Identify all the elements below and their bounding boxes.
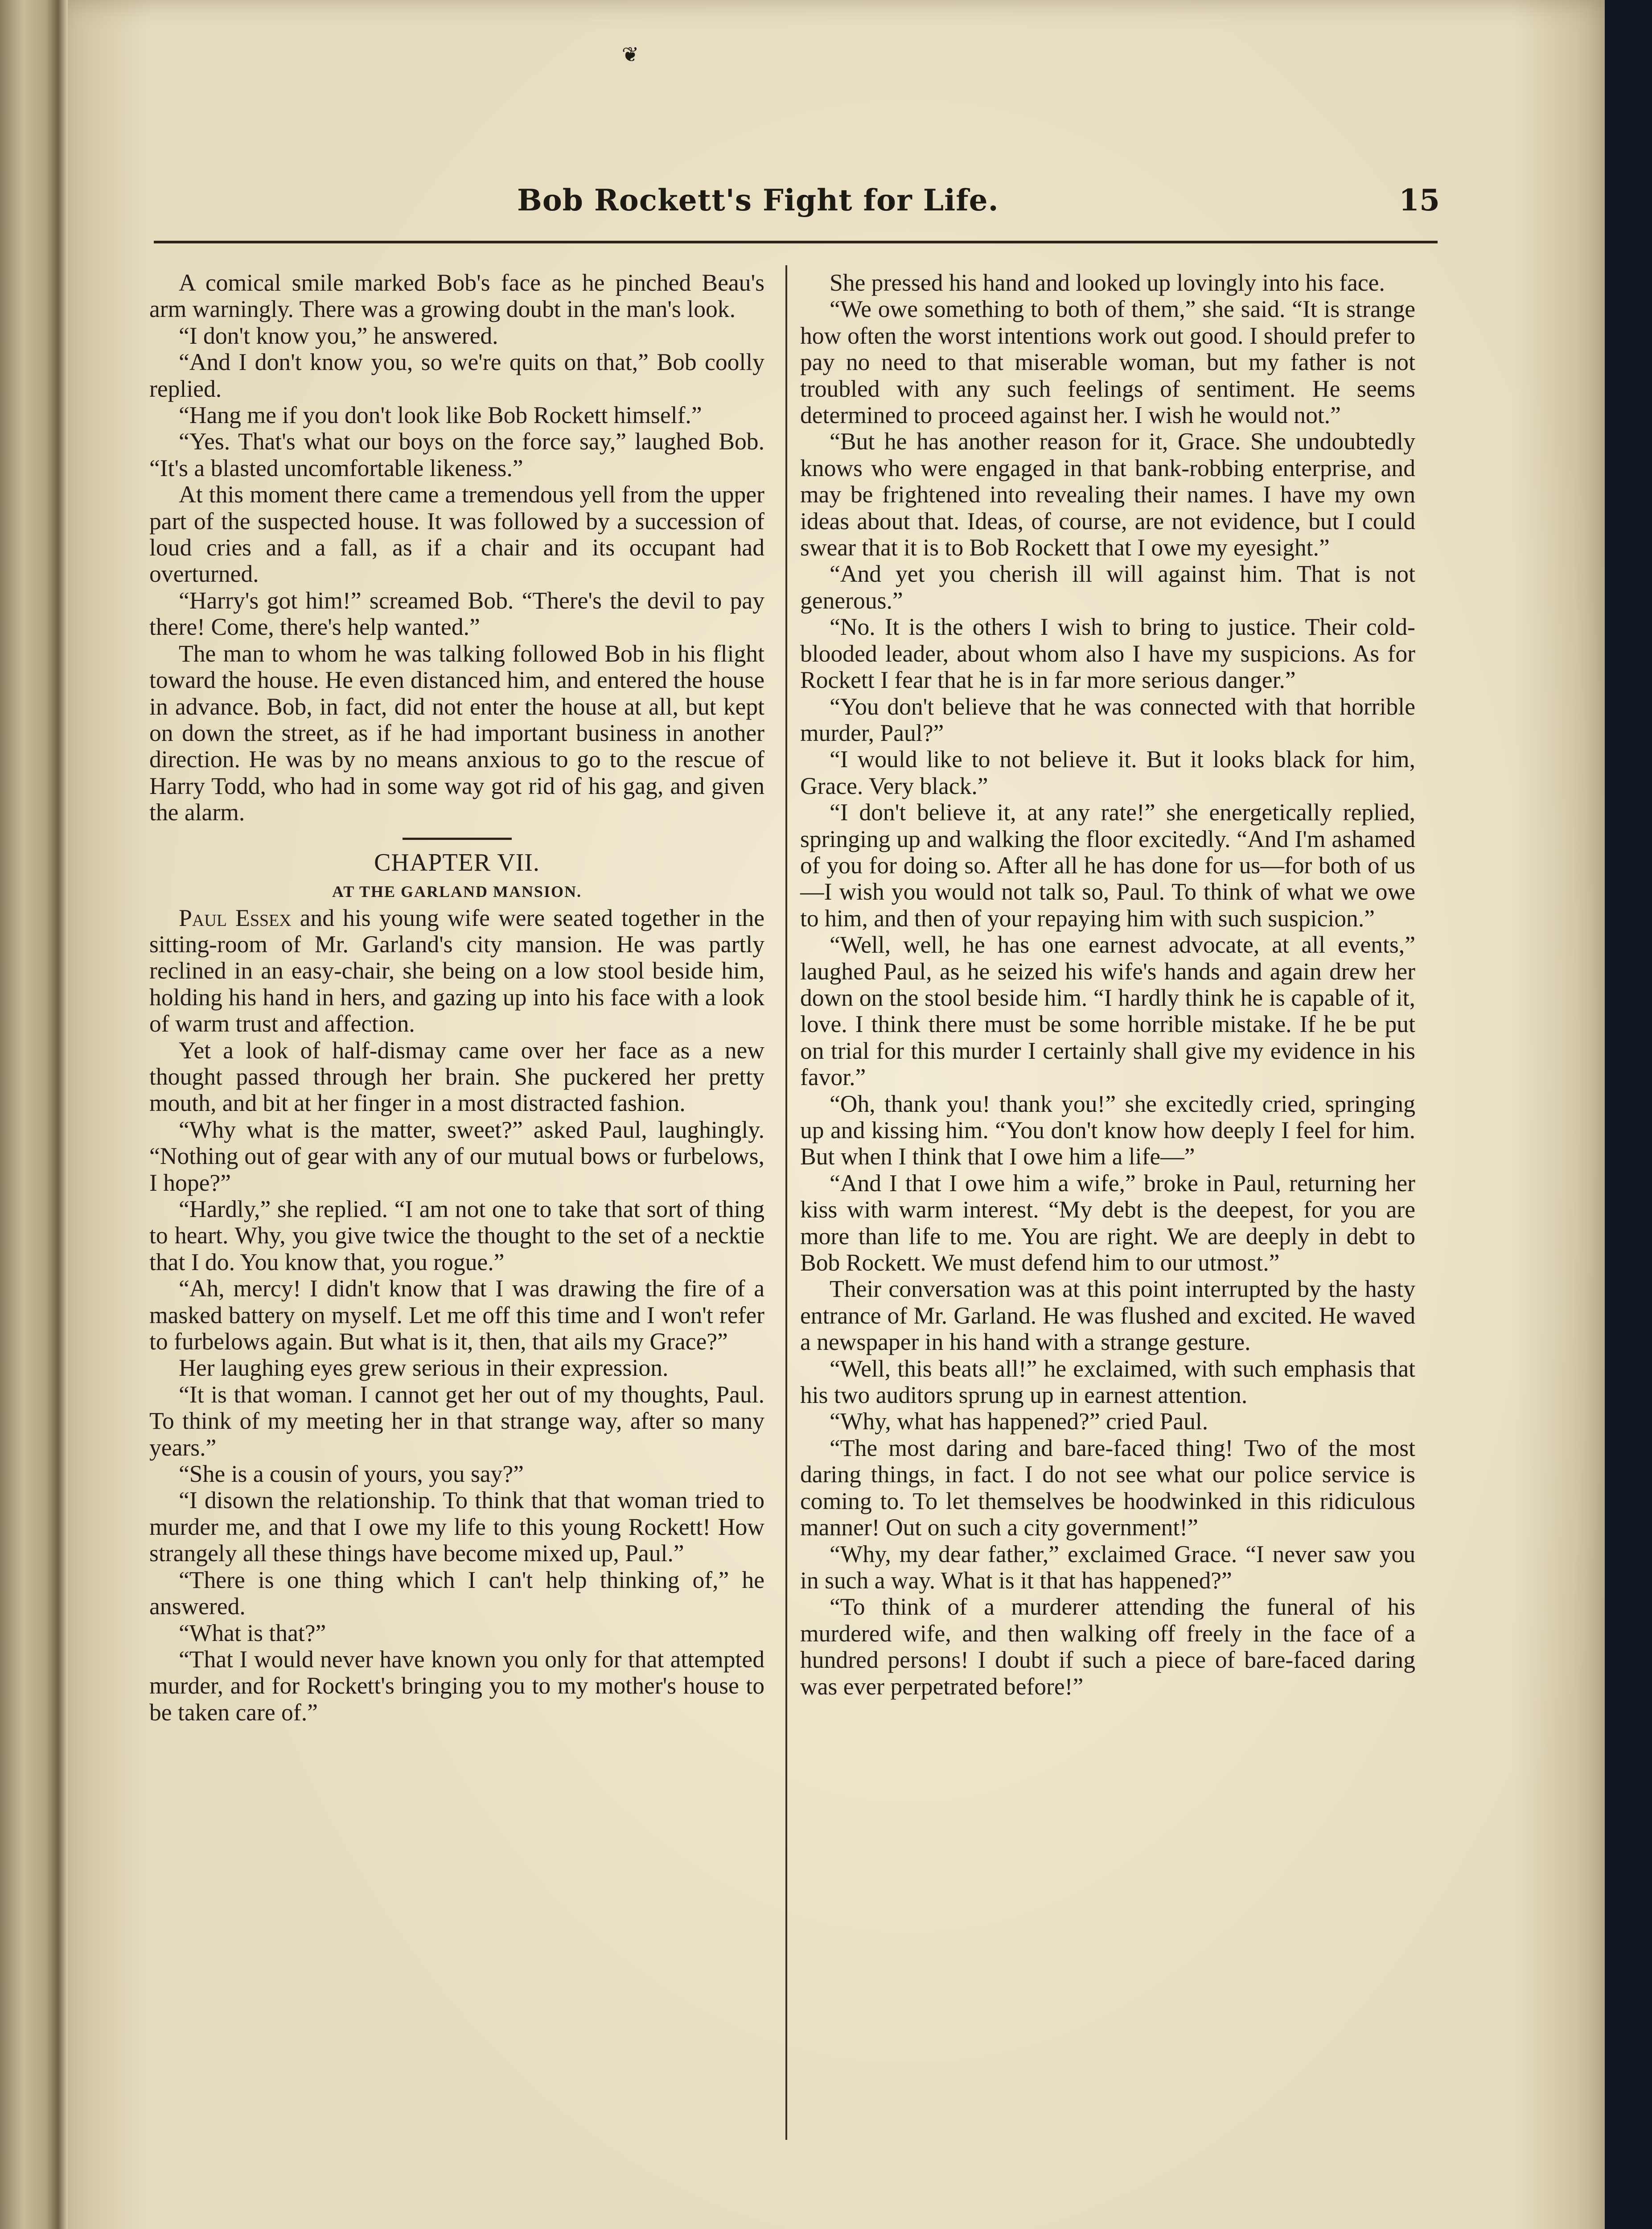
- paragraph: “You don't believe that he was connected with that horrible murder, Paul?”: [800, 693, 1415, 746]
- top-ornament: ❦: [621, 42, 639, 66]
- paragraph: “The most daring and bare-faced thing! Two of the most daring things, in fact. I do not see what our police service is coming to. To let themselves be hoodwinked in this ridiculous manner! Out on such a city government!”: [800, 1434, 1415, 1541]
- paragraph: “Why, my dear father,” exclaimed Grace. “I never saw you in such a way. What is it that has happened?”: [800, 1540, 1415, 1594]
- column-rule: [785, 265, 787, 2140]
- paragraph: “To think of a murderer attending the funeral of his murdered wife, and then walking off freely in the face of a hundred persons! I doubt if such a piece of bare-faced daring was ever perpetrated before!”: [800, 1593, 1415, 1700]
- paragraph: A comical smile marked Bob's face as he pinched Beau's arm warningly. There was a growing doubt in the man's look.: [149, 269, 764, 323]
- paragraph: “Why, what has happened?” cried Paul.: [830, 1408, 1208, 1435]
- paragraph: “Yes. That's what our boys on the force say,” laughed Bob. “It's a blasted uncomfortable likeness.”: [149, 428, 764, 481]
- running-title: Bob Rockett's Fight for Life.: [517, 183, 999, 218]
- paragraph: “Hardly,” she replied. “I am not one to take that sort of thing to heart. Why, you give twice the thought to the set of a necktie that I do. You know that, you rogue.”: [149, 1196, 764, 1275]
- paragraph: “I don't believe it, at any rate!” she energetically replied, springing up and walking the floor excitedly. “And I'm ashamed of you for doing so. After all he has done for us—for both of us—I wish you would not talk so, Paul. To think of what we owe to him, and then of your repaying him with such suspicion.”: [800, 799, 1415, 932]
- chapter-subtitle: AT THE GARLAND MANSION.: [332, 882, 582, 901]
- paragraph: At this moment there came a tremendous yell from the upper part of the suspected house. It was followed by a succession of loud cries and a fall, as if a chair and its occupant had overturned.: [149, 481, 764, 588]
- paragraph: “And I don't know you, so we're quits on that,” Bob coolly replied.: [149, 349, 764, 402]
- paragraph: “No. It is the others I wish to bring to justice. Their cold-blooded leader, about whom also I have my suspicions. As for Rockett I fear that he is in far more serious danger.”: [800, 613, 1415, 694]
- paragraph: “And I that I owe him a wife,” broke in Paul, returning her kiss with warm interest. “My debt is the deepest, for you are more than life to me. You are right. We are deeply in debt to Bob Rockett. We must defend him to our utmost.”: [800, 1169, 1415, 1276]
- left-column: [149, 270, 764, 1726]
- chapter-title: CHAPTER VII.: [374, 848, 540, 876]
- paragraph: “Well, this beats all!” he exclaimed, with such emphasis that his two auditors sprung up in earnest attention.: [800, 1355, 1415, 1409]
- chapter-rule: [403, 838, 512, 840]
- paragraph: She pressed his hand and looked up lovingly into his face.: [830, 269, 1385, 296]
- paragraph: “Ah, mercy! I didn't know that I was drawing the fire of a masked battery on myself. Let me off this time and I won't refer to furbelows again. But what is it, then, that ails my Grace?”: [149, 1275, 764, 1355]
- paragraph: “Why what is the matter, sweet?” asked Paul, laughingly. “Nothing out of gear with any of our mutual bows or furbelows, I hope?”: [149, 1116, 764, 1196]
- paragraph: “Hang me if you don't look like Bob Rockett himself.”: [179, 402, 702, 429]
- paragraph: “She is a cousin of yours, you say?”: [179, 1460, 524, 1488]
- paragraph: “That I would never have known you only for that attempted murder, and for Rockett's bringing you to my mother's house to be taken care of.”: [149, 1645, 764, 1726]
- facing-page-edge: [0, 0, 58, 2229]
- paragraph: “What is that?”: [179, 1619, 326, 1646]
- header-rule: [154, 241, 1438, 243]
- paragraph: “I disown the relationship. To think that that woman tried to murder me, and that I owe my life to this young Rockett! How strangely all these things have become mixed up, Paul.”: [149, 1487, 764, 1567]
- paragraph: “And yet you cherish ill will against him. That is not generous.”: [800, 560, 1415, 614]
- paragraph: “I don't know you,” he answered.: [179, 322, 498, 349]
- paragraph: “I would like to not believe it. But it looks black for him, Grace. Very black.”: [800, 746, 1415, 799]
- paragraph: “There is one thing which I can't help thinking of,” he answered.: [149, 1566, 764, 1620]
- paragraph: “We owe something to both of them,” she said. “It is strange how often the worst intentions work out good. I should prefer to pay no need to that miserable woman, but my father is not troubled with any such feelings of sentiment. He seems determined to proceed against her. I wish he would not.”: [800, 296, 1415, 429]
- paragraph: Her laughing eyes grew serious in their expression.: [179, 1354, 669, 1382]
- paragraph: “Well, well, he has one earnest advocate, at all events,” laughed Paul, as he seized his wife's hands and again drew her down on the stool beside him. “I hardly think he is capable of it, love. I think there must be some horrible mistake. If he be put on trial for this murder I certainly shall give my evidence in his favor.”: [800, 931, 1415, 1091]
- paragraph: “It is that woman. I cannot get her out of my thoughts, Paul. To think of my meeting her in that strange way, after so many years.”: [149, 1381, 764, 1461]
- paragraph: “But he has another reason for it, Grace. She undoubtedly knows who were engaged in that bank-robbing enterprise, and may be frightened into revealing their names. I have my own ideas about that. Ideas, of course, are not evidence, but I could swear that it is to Bob Rockett that I owe my eyesight.”: [800, 428, 1415, 561]
- paragraph: The man to whom he was talking followed Bob in his flight toward the house. He even distanced him, and entered the house in advance. Bob, in fact, did not enter the house at all, but kept on down the street, as if he had important business in another direction. He was by no means anxious to go to the rescue of Harry Todd, who had in some way got rid of his gag, and given the alarm.: [149, 640, 764, 826]
- right-column: [800, 270, 1415, 1700]
- paragraph: Yet a look of half-dismay came over her face as a new thought passed through her brain. She puckered her pretty mouth, and bit at her finger in a most distracted fashion.: [149, 1036, 764, 1117]
- chapter-lead-text: and his young wife were seated together in the sitting-room of Mr. Garland's city mansion. He was partly reclined in an easy-chair, she being on a low stool beside him, holding his hand in hers, and gazing up into his face with a look of warm trust and affection.: [149, 904, 764, 1037]
- running-head: [490, 178, 1440, 232]
- paragraph: “Oh, thank you! thank you!” she excitedly cried, springing up and kissing him. “You don't know how deeply I feel for him. But when I think that I owe him a life—”: [800, 1090, 1415, 1170]
- chapter-lead-name: Paul Essex: [179, 904, 292, 931]
- chapter-opening-paragraph: [149, 905, 764, 1037]
- paragraph: Their conversation was at this point interrupted by the hasty entrance of Mr. Garland. He was flushed and excited. He waved a newspaper in his hand with a strange gesture.: [800, 1275, 1415, 1356]
- binding-fold: [58, 0, 68, 2229]
- page-number: 15: [1399, 183, 1440, 218]
- paragraph: “Harry's got him!” screamed Bob. “There's the devil to pay there! Come, there's help wanted.”: [149, 587, 764, 641]
